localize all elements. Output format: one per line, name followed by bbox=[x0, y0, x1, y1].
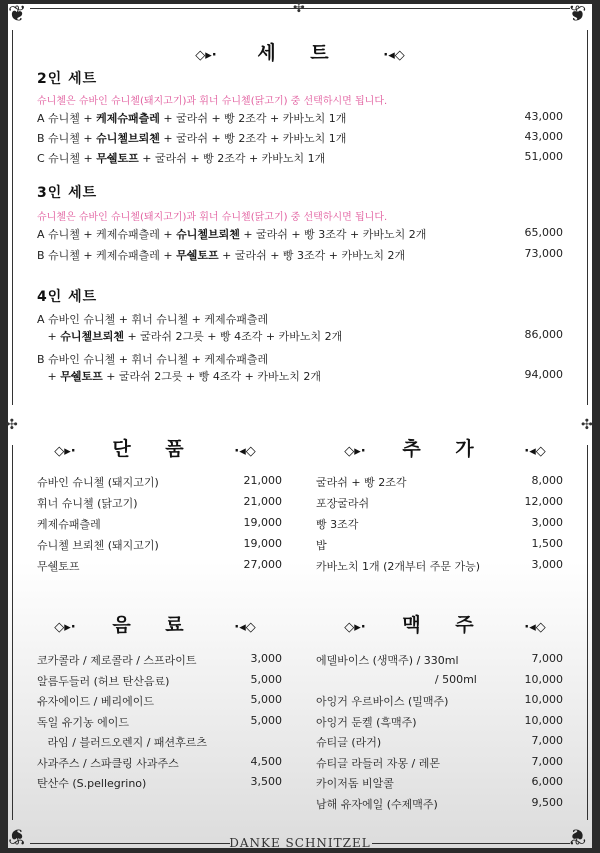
set-row-price: 94,000 bbox=[524, 368, 563, 381]
menu-item-name: 슈티글 (라거) bbox=[316, 736, 382, 749]
ornament-right-icon: ·◂◇ bbox=[234, 444, 256, 459]
set-three-title: 3인 세트 bbox=[37, 185, 98, 201]
menu-item-name: 슈티글 라들러 자몽 / 레몬 bbox=[316, 756, 440, 770]
corner-ornament-icon: ❦ bbox=[8, 2, 27, 27]
set-row-suffix: + 굴라쉬 + 빵 2조각 + 카바노치 1개 bbox=[159, 132, 347, 145]
ornament-right-icon: ·◂◇ bbox=[524, 444, 546, 459]
menu-item-name: 굴라쉬 + 빵 2조각 bbox=[316, 476, 407, 489]
menu-item-price: 3,000 bbox=[531, 558, 563, 571]
set-two-title: 2인 세트 bbox=[37, 71, 98, 87]
set-two-note: 슈니첼은 슈바인 슈니첼(돼지고기)과 휘너 슈니첼(닭고기) 중 선택하시면 됩니다. bbox=[37, 96, 388, 107]
heading-single-text: 단 품 bbox=[112, 438, 198, 460]
menu-item-name: 사과주스 / 스파클링 사과주스 bbox=[37, 756, 179, 770]
menu-item-price: 3,000 bbox=[531, 516, 563, 529]
set-row-main-item: 슈니첼브뢰첸 bbox=[60, 330, 124, 343]
menu-item-name: 에델바이스 (생맥주) / 330ml bbox=[316, 654, 459, 667]
menu-item-price: 12,000 bbox=[524, 495, 563, 508]
ornament-right-icon: ·◂◇ bbox=[524, 620, 546, 635]
menu-item-name: 알름두들러 (허브 탄산음료) bbox=[37, 674, 170, 688]
heading-extra-text: 추 가 bbox=[402, 438, 488, 460]
frame-left-line bbox=[12, 30, 13, 405]
menu-item-name: 독일 유기농 에이드 bbox=[37, 715, 130, 729]
menu-item-price: 19,000 bbox=[243, 537, 282, 550]
frame-right-line bbox=[587, 30, 588, 405]
set-row bbox=[37, 328, 342, 344]
set-row-suffix: + 굴라쉬 + 빵 3조각 + 카바노치 2개 bbox=[239, 228, 427, 241]
menu-item-name: 카바노치 1개 (2개부터 주문 가능) bbox=[316, 560, 481, 573]
set-row-suffix: + 굴라쉬 + 빵 3조각 + 카바노치 2개 bbox=[218, 249, 406, 262]
menu-item-name: 빵 3조각 bbox=[316, 518, 359, 531]
menu-item-price: 21,000 bbox=[243, 495, 282, 508]
menu-item-price: 10,000 bbox=[524, 713, 563, 727]
heading-extra bbox=[290, 434, 600, 461]
set-row bbox=[37, 150, 325, 166]
menu-item-name: 슈바인 슈니첼 (돼지고기) bbox=[37, 476, 159, 489]
ornament-left-icon: ◇▸· bbox=[54, 444, 76, 459]
top-ornament-icon: ✣ bbox=[293, 0, 305, 16]
set-row-suffix: + 굴라쉬 2그릇 + 빵 4조각 + 카바노치 2개 bbox=[102, 370, 321, 383]
menu-item-price: 5,000 bbox=[250, 693, 282, 706]
set-row-suffix: + 굴라쉬 2그릇 + 빵 4조각 + 카바노치 2개 bbox=[123, 330, 343, 343]
set-row-price: 51,000 bbox=[524, 150, 563, 163]
menu-item-name: 코카콜라 / 제로콜라 / 스프라이트 bbox=[37, 654, 197, 667]
menu-item-name: 아잉거 우르바이스 (밀맥주) bbox=[316, 695, 449, 708]
set-row-price: 43,000 bbox=[524, 130, 563, 143]
menu-item-price: 6,000 bbox=[531, 775, 563, 788]
set-row-prefix: + bbox=[37, 370, 61, 383]
menu-item-price: 1,500 bbox=[531, 537, 563, 550]
set-row-line1: A 슈바인 슈니첼 + 휘너 슈니첼 + 케제슈패츨레 bbox=[37, 313, 269, 326]
menu-item-price: 7,000 bbox=[531, 652, 563, 665]
set-row bbox=[37, 110, 346, 126]
menu-item-price: 10,000 bbox=[524, 693, 563, 706]
set-row-main-item: 케제슈패츨레 bbox=[96, 112, 160, 125]
ornament-right-icon: ·◂◇ bbox=[234, 620, 256, 635]
menu-item-name: 밥 bbox=[316, 539, 327, 552]
ornament-left-icon: ◇▸· bbox=[195, 48, 217, 63]
set-row-price: 73,000 bbox=[524, 247, 563, 260]
menu-item-price: 7,000 bbox=[531, 734, 563, 747]
set-row-main-item: 무쉘토프 bbox=[96, 152, 139, 165]
menu-item-name: 라임 / 블러드오렌지 / 패션후르츠 bbox=[37, 736, 208, 749]
set-row bbox=[37, 130, 346, 146]
ornament-left-icon: ◇▸· bbox=[344, 620, 366, 635]
heading-beer-text: 맥 주 bbox=[402, 614, 488, 636]
set-row-prefix: A 슈니첼 + 케제슈패츨레 + bbox=[37, 228, 177, 241]
heading-sets-text: 세 트 bbox=[257, 42, 343, 64]
set-row-prefix: B 슈니첼 + 케제슈패츨레 + bbox=[37, 249, 177, 262]
set-row-prefix: C 슈니첼 + bbox=[37, 152, 97, 165]
menu-item-price: 9,500 bbox=[531, 795, 563, 809]
menu-item-price: 19,000 bbox=[243, 516, 282, 529]
menu-item-name: 탄산수 (S.pellegrino) bbox=[37, 777, 147, 790]
set-row-main-item: 무쉘토프 bbox=[60, 370, 103, 383]
menu-item-price: 3,000 bbox=[250, 652, 282, 665]
menu-item-price: 21,000 bbox=[243, 474, 282, 487]
heading-single bbox=[0, 434, 310, 461]
ornament-right-icon: ·◂◇ bbox=[383, 48, 405, 63]
set-row bbox=[37, 226, 426, 242]
set-row-price: 86,000 bbox=[524, 328, 563, 341]
menu-item-price: 10,000 bbox=[524, 672, 563, 686]
menu-item-price: 4,500 bbox=[250, 754, 282, 768]
heading-drinks-text: 음 료 bbox=[112, 614, 198, 636]
set-row-main-item: 무쉘토프 bbox=[176, 249, 219, 262]
corner-ornament-icon: ❦ bbox=[568, 823, 587, 848]
ornament-left-icon: ◇▸· bbox=[54, 620, 76, 635]
menu-item-name: 휘너 슈니첼 (닭고기) bbox=[37, 497, 138, 510]
set-four-title: 4인 세트 bbox=[37, 289, 98, 305]
menu-item-name: 카이저돔 비알콜 bbox=[316, 777, 394, 790]
menu-item-name: 남해 유자에일 (수제맥주) bbox=[316, 797, 438, 811]
set-row-price: 43,000 bbox=[524, 110, 563, 123]
menu-item-price: 3,500 bbox=[250, 775, 282, 788]
menu-item-price: 7,000 bbox=[531, 754, 563, 768]
menu-item-price: 5,000 bbox=[250, 713, 282, 727]
set-row-prefix: B 슈니첼 + bbox=[37, 132, 97, 145]
menu-item-name: 슈니첼 브뢰첸 (돼지고기) bbox=[37, 539, 159, 552]
set-row-main-item: 슈니첼브뢰첸 bbox=[176, 228, 240, 241]
menu-item-price: 5,000 bbox=[250, 672, 282, 686]
set-row-suffix: + 굴라쉬 + 빵 2조각 + 카바노치 1개 bbox=[159, 112, 347, 125]
set-row-price: 65,000 bbox=[524, 226, 563, 239]
side-ornament-icon: ✣ bbox=[581, 417, 593, 433]
menu-item-price: 27,000 bbox=[243, 558, 282, 571]
corner-ornament-icon: ❦ bbox=[8, 823, 27, 848]
heading-sets bbox=[0, 38, 600, 65]
menu-item-name: 유자에이드 / 베리에이드 bbox=[37, 695, 154, 708]
footer-brand: DANKE SCHNITZEL bbox=[229, 836, 371, 850]
menu-item-name: 포장굴라쉬 bbox=[316, 497, 370, 510]
set-row bbox=[37, 368, 321, 384]
menu-item-name: 케제슈패츨레 bbox=[37, 518, 101, 531]
menu-item-name: 아잉거 둔켈 (흑맥주) bbox=[316, 715, 417, 729]
ornament-left-icon: ◇▸· bbox=[344, 444, 366, 459]
corner-ornament-icon: ❦ bbox=[568, 2, 587, 27]
menu-item-name: / 500ml bbox=[316, 672, 477, 686]
menu-item-price: 8,000 bbox=[531, 474, 563, 487]
set-row bbox=[37, 247, 405, 263]
set-three-note: 슈니첼은 슈바인 슈니첼(돼지고기)과 휘너 슈니첼(닭고기) 중 선택하시면 됩니다. bbox=[37, 212, 388, 223]
set-row-line1: B 슈바인 슈니첼 + 휘너 슈니첼 + 케제슈패츨레 bbox=[37, 353, 269, 366]
heading-drinks bbox=[0, 610, 310, 637]
side-ornament-icon: ✣ bbox=[6, 417, 18, 433]
set-row-main-item: 슈니첼브뢰첸 bbox=[96, 132, 160, 145]
menu-item-name: 무쉘토프 bbox=[37, 560, 80, 573]
set-row-suffix: + 굴라쉬 + 빵 2조각 + 카바노치 1개 bbox=[138, 152, 326, 165]
set-row-prefix: + bbox=[37, 330, 61, 343]
set-row-prefix: A 슈니첼 + bbox=[37, 112, 97, 125]
heading-beer bbox=[290, 610, 600, 637]
